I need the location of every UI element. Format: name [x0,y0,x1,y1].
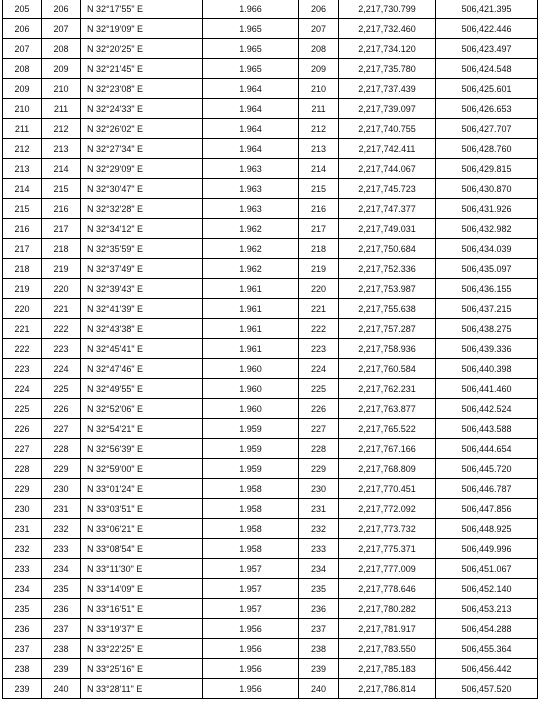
cell-from-station: 238 [3,659,42,679]
cell-bearing: N 32°30'47" E [81,179,203,199]
table-row [3,259,538,279]
cell-to-station: 212 [42,119,81,139]
cell-station: 220 [299,279,339,299]
cell-bearing: N 32°32'28" E [81,199,203,219]
cell-bearing: N 32°45'41" E [81,339,203,359]
cell-easting: 506,438.275 [436,319,538,339]
cell-northing: 2,217,777.009 [339,559,436,579]
cell-station: 221 [299,299,339,319]
table-row [3,499,538,519]
cell-to-station: 230 [42,479,81,499]
cell-from-station: 239 [3,679,42,699]
cell-station: 240 [299,679,339,699]
cell-station: 223 [299,339,339,359]
cell-to-station: 223 [42,339,81,359]
cell-bearing: N 32°43'38" E [81,319,203,339]
cell-to-station: 228 [42,439,81,459]
cell-northing: 2,217,755.638 [339,299,436,319]
cell-station: 211 [299,99,339,119]
cell-to-station: 220 [42,279,81,299]
cell-northing: 2,217,730.799 [339,0,436,19]
cell-to-station: 226 [42,399,81,419]
cell-bearing: N 32°21'45" E [81,59,203,79]
cell-northing: 2,217,734.120 [339,39,436,59]
survey-coordinate-table [2,0,538,699]
cell-station: 231 [299,499,339,519]
table-row [3,479,538,499]
cell-to-station: 207 [42,19,81,39]
table-row [3,539,538,559]
table-row [3,219,538,239]
cell-bearing: N 33°22'25" E [81,639,203,659]
cell-station: 206 [299,0,339,19]
cell-distance: 1.957 [203,599,299,619]
table-row [3,419,538,439]
cell-distance: 1.964 [203,139,299,159]
table-row [3,319,538,339]
cell-distance: 1.962 [203,259,299,279]
cell-bearing: N 32°34'12" E [81,219,203,239]
cell-distance: 1.966 [203,0,299,19]
cell-distance: 1.960 [203,379,299,399]
cell-northing: 2,217,737.439 [339,79,436,99]
cell-easting: 506,431.926 [436,199,538,219]
cell-from-station: 205 [3,0,42,19]
cell-bearing: N 32°23'08" E [81,79,203,99]
cell-distance: 1.956 [203,659,299,679]
table-body [3,0,538,699]
cell-northing: 2,217,747.377 [339,199,436,219]
cell-to-station: 214 [42,159,81,179]
cell-distance: 1.957 [203,559,299,579]
cell-station: 215 [299,179,339,199]
table-row [3,459,538,479]
cell-from-station: 231 [3,519,42,539]
cell-from-station: 229 [3,479,42,499]
cell-bearing: N 32°37'49" E [81,259,203,279]
cell-bearing: N 32°27'34" E [81,139,203,159]
table-row [3,659,538,679]
cell-to-station: 239 [42,659,81,679]
table-row [3,159,538,179]
cell-to-station: 218 [42,239,81,259]
cell-easting: 506,447.856 [436,499,538,519]
cell-easting: 506,422.446 [436,19,538,39]
cell-from-station: 207 [3,39,42,59]
cell-bearing: N 33°25'16" E [81,659,203,679]
cell-distance: 1.960 [203,399,299,419]
cell-from-station: 215 [3,199,42,219]
table-row [3,299,538,319]
cell-easting: 506,442.524 [436,399,538,419]
cell-bearing: N 33°06'21" E [81,519,203,539]
table-row [3,679,538,699]
cell-northing: 2,217,749.031 [339,219,436,239]
cell-from-station: 214 [3,179,42,199]
cell-station: 217 [299,219,339,239]
cell-distance: 1.964 [203,99,299,119]
table-row [3,99,538,119]
cell-distance: 1.962 [203,239,299,259]
cell-from-station: 224 [3,379,42,399]
cell-from-station: 227 [3,439,42,459]
cell-to-station: 234 [42,559,81,579]
cell-to-station: 211 [42,99,81,119]
cell-to-station: 216 [42,199,81,219]
cell-from-station: 208 [3,59,42,79]
cell-station: 227 [299,419,339,439]
cell-northing: 2,217,758.936 [339,339,436,359]
cell-easting: 506,432.982 [436,219,538,239]
table-row [3,59,538,79]
table-row [3,279,538,299]
cell-bearing: N 32°59'00" E [81,459,203,479]
cell-distance: 1.956 [203,619,299,639]
cell-northing: 2,217,770.451 [339,479,436,499]
cell-from-station: 220 [3,299,42,319]
cell-easting: 506,437.215 [436,299,538,319]
cell-from-station: 226 [3,419,42,439]
cell-distance: 1.963 [203,179,299,199]
cell-easting: 506,423.497 [436,39,538,59]
cell-easting: 506,456.442 [436,659,538,679]
table-row [3,559,538,579]
cell-station: 233 [299,539,339,559]
cell-to-station: 231 [42,499,81,519]
table-row [3,439,538,459]
cell-northing: 2,217,740.755 [339,119,436,139]
cell-easting: 506,428.760 [436,139,538,159]
cell-northing: 2,217,760.584 [339,359,436,379]
cell-northing: 2,217,785.183 [339,659,436,679]
cell-northing: 2,217,744.067 [339,159,436,179]
cell-distance: 1.961 [203,299,299,319]
cell-station: 239 [299,659,339,679]
cell-northing: 2,217,753.987 [339,279,436,299]
table-row [3,519,538,539]
cell-from-station: 236 [3,619,42,639]
cell-station: 228 [299,439,339,459]
cell-bearing: N 33°08'54" E [81,539,203,559]
table-row [3,599,538,619]
cell-bearing: N 32°49'55" E [81,379,203,399]
cell-distance: 1.959 [203,459,299,479]
table-row [3,39,538,59]
cell-northing: 2,217,767.166 [339,439,436,459]
cell-easting: 506,452.140 [436,579,538,599]
cell-easting: 506,454.288 [436,619,538,639]
cell-station: 237 [299,619,339,639]
cell-northing: 2,217,775.371 [339,539,436,559]
table-row [3,359,538,379]
cell-bearing: N 32°26'02" E [81,119,203,139]
cell-distance: 1.962 [203,219,299,239]
cell-station: 232 [299,519,339,539]
cell-northing: 2,217,757.287 [339,319,436,339]
cell-distance: 1.965 [203,59,299,79]
cell-from-station: 217 [3,239,42,259]
cell-station: 234 [299,559,339,579]
cell-from-station: 210 [3,99,42,119]
cell-from-station: 225 [3,399,42,419]
cell-bearing: N 32°41'39" E [81,299,203,319]
cell-distance: 1.964 [203,79,299,99]
cell-northing: 2,217,773.732 [339,519,436,539]
cell-station: 224 [299,359,339,379]
cell-from-station: 228 [3,459,42,479]
cell-easting: 506,429.815 [436,159,538,179]
cell-easting: 506,445.720 [436,459,538,479]
cell-to-station: 209 [42,59,81,79]
cell-northing: 2,217,778.646 [339,579,436,599]
cell-easting: 506,457.520 [436,679,538,699]
cell-from-station: 237 [3,639,42,659]
cell-to-station: 235 [42,579,81,599]
cell-to-station: 238 [42,639,81,659]
cell-from-station: 222 [3,339,42,359]
cell-station: 236 [299,599,339,619]
table-row [3,19,538,39]
cell-to-station: 225 [42,379,81,399]
cell-easting: 506,444.654 [436,439,538,459]
cell-bearing: N 32°19'09" E [81,19,203,39]
cell-easting: 506,434.039 [436,239,538,259]
cell-distance: 1.963 [203,199,299,219]
cell-to-station: 206 [42,0,81,19]
cell-easting: 506,421.395 [436,0,538,19]
cell-station: 229 [299,459,339,479]
cell-from-station: 216 [3,219,42,239]
table-row [3,179,538,199]
cell-easting: 506,435.097 [436,259,538,279]
cell-station: 225 [299,379,339,399]
cell-distance: 1.964 [203,119,299,139]
cell-station: 207 [299,19,339,39]
table-row [3,119,538,139]
cell-northing: 2,217,772.092 [339,499,436,519]
cell-station: 230 [299,479,339,499]
cell-to-station: 221 [42,299,81,319]
cell-easting: 506,440.398 [436,359,538,379]
cell-bearing: N 32°52'06" E [81,399,203,419]
table-row [3,0,538,19]
cell-northing: 2,217,745.723 [339,179,436,199]
cell-bearing: N 33°03'51" E [81,499,203,519]
cell-from-station: 212 [3,139,42,159]
cell-station: 226 [299,399,339,419]
cell-from-station: 219 [3,279,42,299]
cell-from-station: 223 [3,359,42,379]
cell-easting: 506,441.460 [436,379,538,399]
cell-northing: 2,217,768.809 [339,459,436,479]
cell-to-station: 210 [42,79,81,99]
cell-from-station: 235 [3,599,42,619]
cell-bearing: N 32°29'09" E [81,159,203,179]
cell-bearing: N 32°39'43" E [81,279,203,299]
table-row [3,579,538,599]
cell-station: 210 [299,79,339,99]
cell-to-station: 236 [42,599,81,619]
cell-easting: 506,436.155 [436,279,538,299]
cell-to-station: 237 [42,619,81,639]
cell-northing: 2,217,763.877 [339,399,436,419]
cell-to-station: 222 [42,319,81,339]
cell-to-station: 224 [42,359,81,379]
cell-northing: 2,217,742.411 [339,139,436,159]
table-row [3,339,538,359]
cell-to-station: 232 [42,519,81,539]
cell-to-station: 233 [42,539,81,559]
cell-easting: 506,430.870 [436,179,538,199]
cell-bearing: N 32°24'33" E [81,99,203,119]
cell-distance: 1.959 [203,419,299,439]
cell-distance: 1.965 [203,19,299,39]
cell-northing: 2,217,735.780 [339,59,436,79]
cell-distance: 1.957 [203,579,299,599]
cell-from-station: 234 [3,579,42,599]
cell-from-station: 233 [3,559,42,579]
cell-distance: 1.956 [203,679,299,699]
cell-from-station: 230 [3,499,42,519]
cell-distance: 1.961 [203,319,299,339]
cell-northing: 2,217,752.336 [339,259,436,279]
cell-station: 214 [299,159,339,179]
table-row [3,239,538,259]
cell-to-station: 219 [42,259,81,279]
cell-station: 212 [299,119,339,139]
cell-bearing: N 33°01'24" E [81,479,203,499]
cell-station: 235 [299,579,339,599]
cell-easting: 506,453.213 [436,599,538,619]
table-row [3,379,538,399]
cell-bearing: N 33°14'09" E [81,579,203,599]
cell-station: 219 [299,259,339,279]
cell-to-station: 240 [42,679,81,699]
table-row [3,139,538,159]
cell-station: 208 [299,39,339,59]
cell-bearing: N 32°17'55" E [81,0,203,19]
cell-northing: 2,217,783.550 [339,639,436,659]
cell-distance: 1.961 [203,339,299,359]
cell-northing: 2,217,780.282 [339,599,436,619]
cell-bearing: N 33°11'30" E [81,559,203,579]
cell-station: 238 [299,639,339,659]
cell-from-station: 209 [3,79,42,99]
cell-from-station: 213 [3,159,42,179]
cell-to-station: 208 [42,39,81,59]
cell-bearing: N 33°16'51" E [81,599,203,619]
cell-easting: 506,439.336 [436,339,538,359]
cell-to-station: 217 [42,219,81,239]
table-row [3,619,538,639]
cell-distance: 1.958 [203,539,299,559]
cell-easting: 506,443.588 [436,419,538,439]
cell-distance: 1.958 [203,499,299,519]
cell-bearing: N 32°56'39" E [81,439,203,459]
cell-station: 218 [299,239,339,259]
cell-easting: 506,446.787 [436,479,538,499]
cell-distance: 1.965 [203,39,299,59]
cell-distance: 1.960 [203,359,299,379]
cell-easting: 506,449.996 [436,539,538,559]
cell-northing: 2,217,750.684 [339,239,436,259]
cell-from-station: 206 [3,19,42,39]
cell-easting: 506,448.925 [436,519,538,539]
cell-bearing: N 32°35'59" E [81,239,203,259]
cell-easting: 506,451.067 [436,559,538,579]
cell-from-station: 221 [3,319,42,339]
cell-northing: 2,217,765.522 [339,419,436,439]
cell-station: 213 [299,139,339,159]
cell-bearing: N 32°54'21" E [81,419,203,439]
cell-distance: 1.958 [203,479,299,499]
cell-bearing: N 32°47'46" E [81,359,203,379]
cell-from-station: 211 [3,119,42,139]
cell-station: 222 [299,319,339,339]
cell-easting: 506,424.548 [436,59,538,79]
cell-easting: 506,426.653 [436,99,538,119]
cell-northing: 2,217,781.917 [339,619,436,639]
cell-northing: 2,217,762.231 [339,379,436,399]
cell-northing: 2,217,732.460 [339,19,436,39]
cell-to-station: 213 [42,139,81,159]
cell-from-station: 232 [3,539,42,559]
cell-northing: 2,217,739.097 [339,99,436,119]
cell-northing: 2,217,786.814 [339,679,436,699]
cell-bearing: N 33°19'37" E [81,619,203,639]
table-row [3,639,538,659]
cell-from-station: 218 [3,259,42,279]
table-row [3,399,538,419]
cell-easting: 506,427.707 [436,119,538,139]
table-row [3,199,538,219]
cell-station: 209 [299,59,339,79]
cell-to-station: 229 [42,459,81,479]
cell-distance: 1.959 [203,439,299,459]
cell-distance: 1.958 [203,519,299,539]
cell-easting: 506,425.601 [436,79,538,99]
cell-bearing: N 33°28'11" E [81,679,203,699]
cell-to-station: 227 [42,419,81,439]
cell-to-station: 215 [42,179,81,199]
cell-distance: 1.956 [203,639,299,659]
cell-bearing: N 32°20'25" E [81,39,203,59]
cell-distance: 1.961 [203,279,299,299]
table-row [3,79,538,99]
cell-station: 216 [299,199,339,219]
cell-distance: 1.963 [203,159,299,179]
cell-easting: 506,455.364 [436,639,538,659]
